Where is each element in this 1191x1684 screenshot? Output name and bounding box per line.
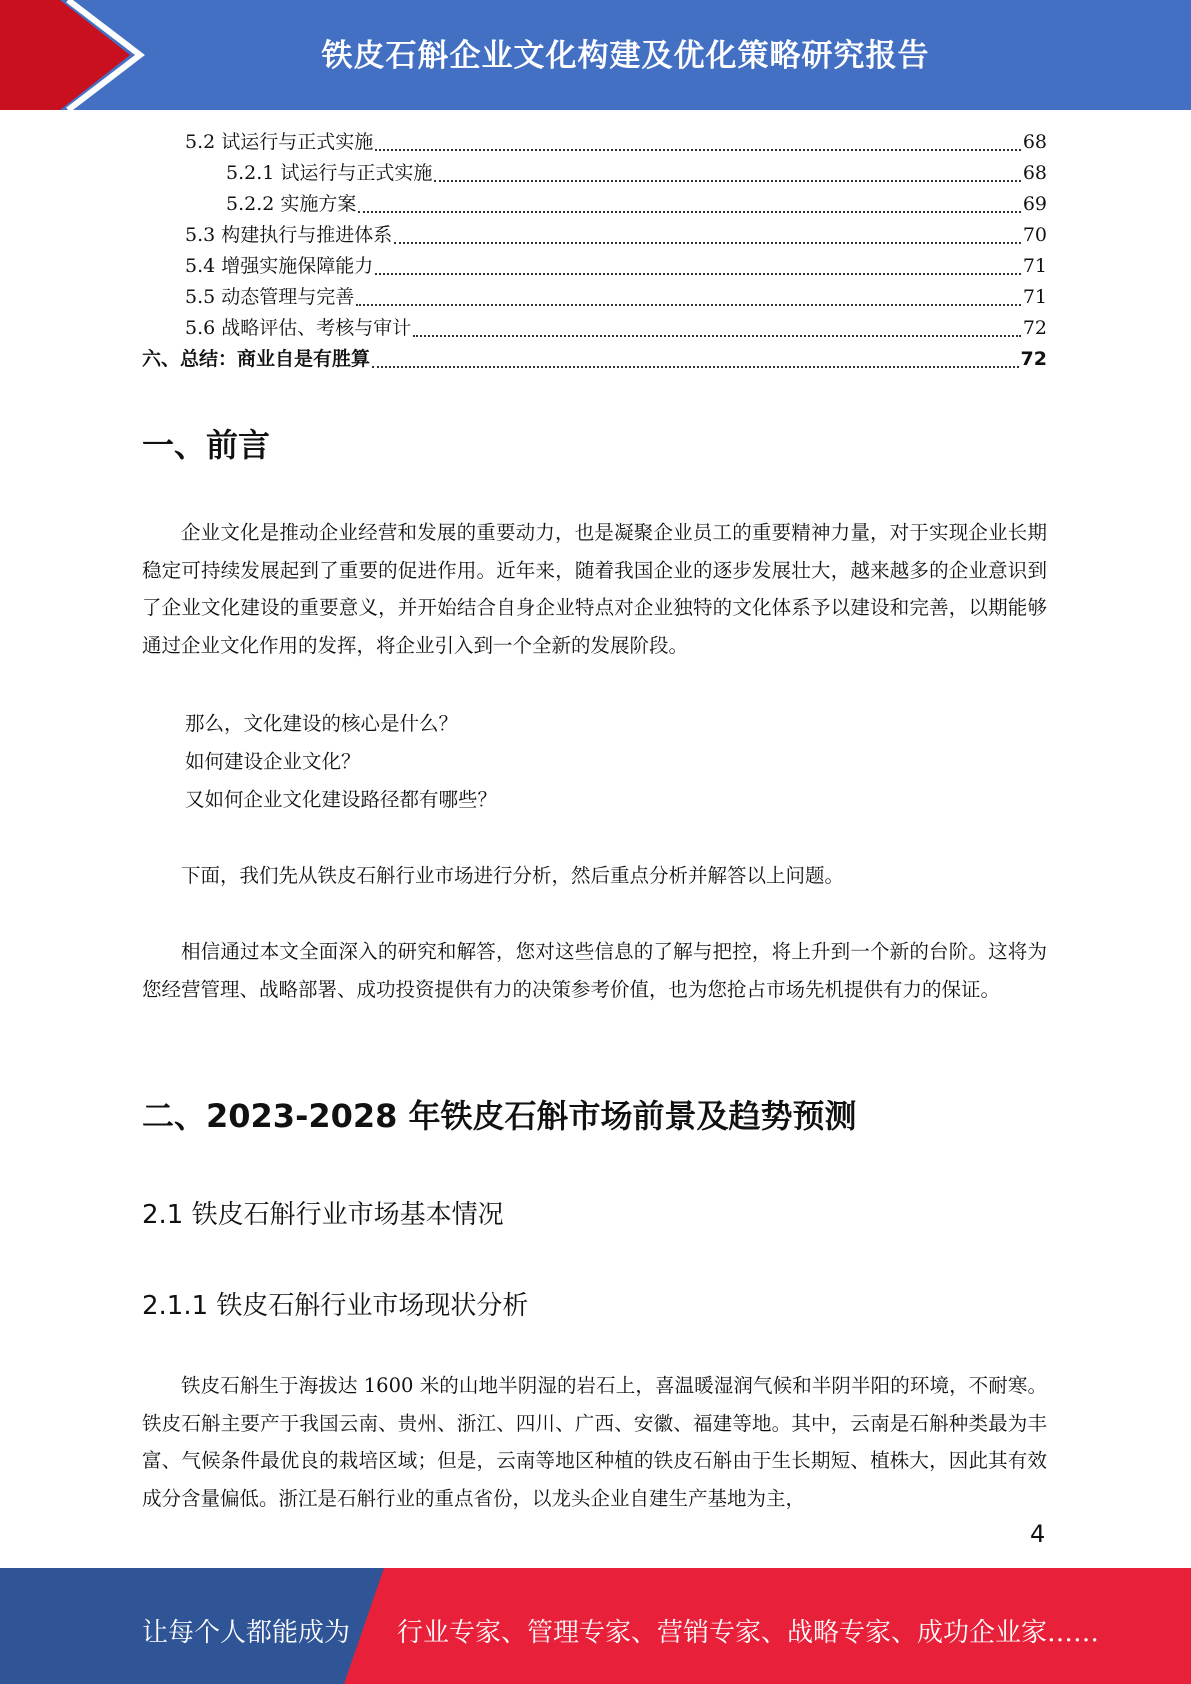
document-title: 铁皮石斛企业文化构建及优化策略研究报告 [321,38,930,74]
paragraph: 相信通过本文全面深入的研究和解答，您对这些信息的了解与把控，将上升到一个新的台阶。这将为您经营管理、战略部署、成功投资提供有力的决策参考价值，也为您抢占市场先机提供有力的保证。 [142,940,1047,1001]
toc-entry-label: 5.6 战略评估、考核与审计 [185,317,412,339]
toc-entry-label: 5.4 增强实施保障能力 [185,255,374,277]
subsection-heading: 2.1 铁皮石斛行业市场基本情况 [142,1200,504,1230]
toc-entry[interactable] [185,251,1047,281]
toc-entry-label: 5.2 试运行与正式实施 [185,131,374,153]
section-heading: 二、2023-2028 年铁皮石斛市场前景及趋势预测 [142,1097,857,1135]
toc-leader [394,236,1021,244]
toc-entry-page: 72 [1020,348,1047,370]
toc-entry-page: 69 [1022,193,1047,215]
toc-leader [413,329,1021,337]
toc-leader [372,360,1019,368]
toc-leader [375,143,1021,151]
toc-entry[interactable] [142,344,1047,374]
paragraph: 铁皮石斛生于海拔达 1600 米的山地半阴湿的岩石上，喜温暖湿润气候和半阴半阳的环境，不耐寒。铁皮石斛主要产于我国云南、贵州、浙江、四川、广西、安徽、福建等地。其中，云南是石斛种类最为丰富、气候条件最优良的栽培区域；但是，云南等地区种植的铁皮石斛由于生长期短、植株大，因此其有效成分含量偏低。浙江是石斛行业的重点省份，以龙头企业自建生产基地为主， [142,1374,1047,1510]
question-line: 那么，文化建设的核心是什么？ [185,712,459,735]
toc-entry-label: 5.2.2 实施方案 [226,193,357,215]
toc-entry-label: 5.2.1 试运行与正式实施 [226,162,433,184]
toc-leader [434,174,1020,182]
paragraph: 企业文化是推动企业经营和发展的重要动力，也是凝聚企业员工的重要精神力量，对于实现企业长期稳定可持续发展起到了重要的促进作用。近年来，随着我国企业的逐步发展壮大，越来越多的企业意识到了企业文化建设的重要意义，并开始结合自身企业特点对企业独特的文化体系予以建设和完善，以期能够通过企业文化作用的发挥，将企业引入到一个全新的发展阶段。 [142,521,1047,657]
toc-entry-page: 72 [1022,317,1047,339]
toc-entry[interactable] [226,158,1047,188]
footer-slogan-left: 让每个人都能成为 [142,1618,351,1648]
toc-leader [375,267,1021,275]
question-line: 如何建设企业文化？ [185,750,361,773]
header-banner [0,0,1191,110]
toc-entry[interactable] [226,189,1047,219]
question-line: 又如何企业文化建设路径都有哪些？ [185,788,498,811]
toc-entry[interactable] [185,282,1047,312]
toc-entry-page: 71 [1022,255,1047,277]
page-number: 4 [1030,1520,1046,1548]
footer-banner [0,1568,1191,1684]
toc-leader [356,298,1021,306]
toc-leader [358,205,1020,213]
toc-entry-label: 5.3 构建执行与推进体系 [185,224,393,246]
paragraph: 下面，我们先从铁皮石斛行业市场进行分析，然后重点分析并解答以上问题。 [181,864,845,887]
toc-entry-label: 5.5 动态管理与完善 [185,286,355,308]
toc-entry[interactable] [185,127,1047,157]
toc-entry-page: 68 [1022,131,1047,153]
toc-entry-label: 六、总结：商业自是有胜算 [142,348,371,370]
toc-entry-page: 70 [1022,224,1047,246]
toc-entry[interactable] [185,313,1047,343]
toc-entry-page: 68 [1022,162,1047,184]
subsection-heading: 2.1.1 铁皮石斛行业市场现状分析 [142,1291,529,1321]
section-heading: 一、前言 [142,426,271,464]
toc-entry-page: 71 [1022,286,1047,308]
toc-entry[interactable] [185,220,1047,250]
footer-slogan-right: 行业专家、管理专家、营销专家、战略专家、成功企业家…… [397,1618,1100,1648]
